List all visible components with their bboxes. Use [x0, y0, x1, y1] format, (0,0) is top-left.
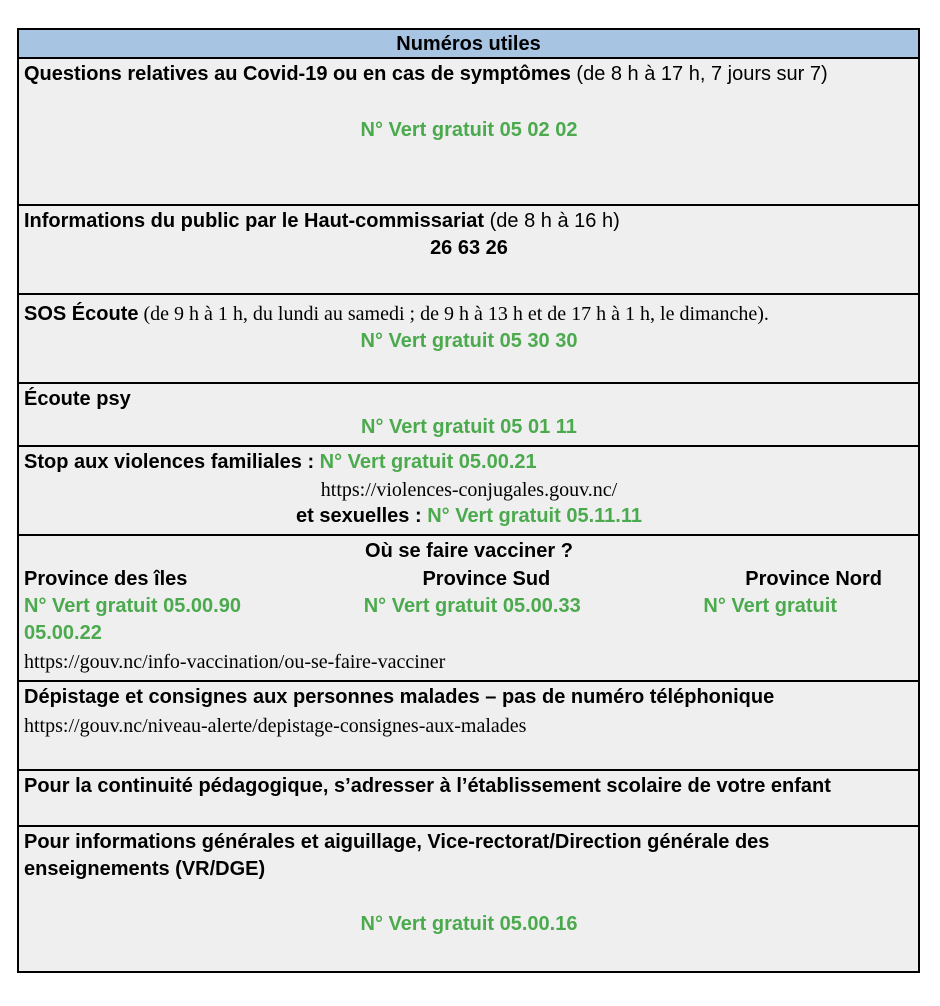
number-sud: N° Vert gratuit 05.00.33 — [363, 595, 581, 617]
row-ecoute-psy — [19, 384, 918, 447]
row-violences — [19, 447, 918, 536]
province-nord: Province Nord — [745, 568, 882, 590]
vr-number: N° Vert gratuit 05.00.16 — [360, 913, 578, 935]
violences-number-1: N° Vert gratuit 05.00.21 — [319, 451, 537, 473]
pedago-label: Pour la continuité pédagogique, s’adresser à l’établissement scolaire de votre enfant — [24, 775, 831, 797]
row-vaccination — [19, 536, 918, 682]
useful-numbers-table — [17, 28, 920, 973]
sos-label: SOS Écoute — [24, 303, 139, 325]
sos-hours: (de 9 h à 1 h, du lundi au samedi ; de 9 h à 13 h et de 17 h à 1 h, le dimanche). — [138, 303, 769, 325]
violences-label-2: et sexuelles : — [296, 505, 428, 527]
province-sud: Province Sud — [422, 568, 551, 590]
covid-number: N° Vert gratuit 05 02 02 — [360, 119, 578, 141]
row-covid — [19, 59, 918, 206]
violences-url[interactable]: https://violences-conjugales.gouv.nc/ — [320, 479, 618, 501]
number-iles: N° Vert gratuit 05.00.90 — [24, 595, 241, 617]
vaccin-url[interactable]: https://gouv.nc/info-vaccination/ou-se-faire-vacciner — [24, 651, 446, 673]
psy-number: N° Vert gratuit 05 01 11 — [361, 416, 577, 438]
covid-hours: (de 8 h à 17 h, 7 jours sur 7) — [570, 63, 828, 85]
sos-number: N° Vert gratuit 05 30 30 — [360, 330, 578, 352]
row-haut-commissariat — [19, 206, 918, 295]
province-iles: Province des îles — [24, 568, 188, 590]
hc-hours: (de 8 h à 16 h) — [484, 210, 620, 232]
row-continuite-pedagogique — [19, 771, 918, 827]
vaccin-heading: Où se faire vacciner ? — [365, 540, 573, 562]
violences-number-2: N° Vert gratuit 05.11.11 — [427, 505, 642, 527]
vr-label: Pour informations générales et aiguillage, Vice-rectorat/Direction générale des enseignements (VR/DGE) — [24, 831, 770, 880]
hc-label: Informations du public par le Haut-commissariat — [24, 210, 485, 232]
row-vice-rectorat — [19, 827, 918, 973]
table-header — [19, 28, 918, 59]
hc-number: 26 63 26 — [430, 237, 508, 259]
covid-label: Questions relatives au Covid-19 ou en cas de symptômes — [24, 63, 571, 85]
row-sos-ecoute — [19, 295, 918, 384]
depistage-label: Dépistage et consignes aux personnes malades – pas de numéro téléphonique — [24, 686, 775, 708]
psy-label: Écoute psy — [24, 388, 131, 410]
table-title: Numéros utiles — [396, 33, 541, 55]
violences-label-1: Stop aux violences familiales : — [24, 451, 320, 473]
row-depistage — [19, 682, 918, 771]
number-nord: N° Vert gratuit — [703, 595, 837, 617]
number-nord-tail: 05.00.22 — [24, 622, 102, 644]
depistage-url[interactable]: https://gouv.nc/niveau-alerte/depistage-consignes-aux-malades — [24, 715, 527, 737]
